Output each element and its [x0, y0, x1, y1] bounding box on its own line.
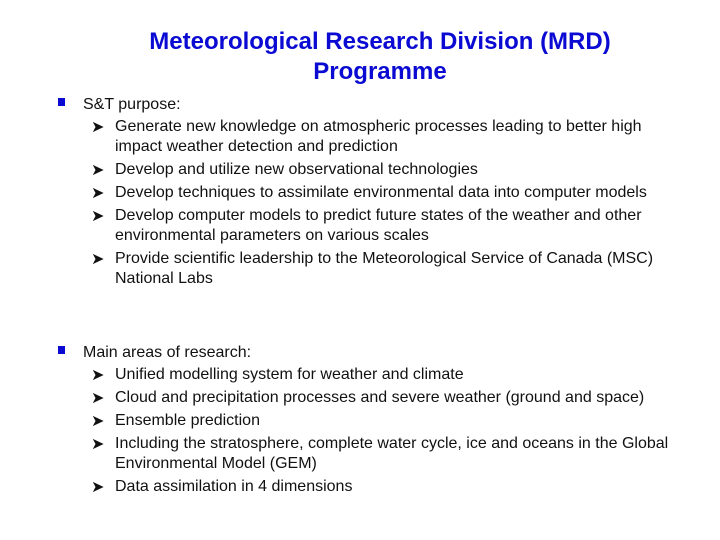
arrow-bullet-icon: ➤	[91, 365, 105, 384]
list-item	[0, 388, 720, 408]
arrow-bullet-icon: ➤	[91, 388, 105, 407]
list-item	[0, 206, 720, 246]
list-item	[0, 160, 720, 180]
slide-title	[80, 27, 680, 87]
arrow-bullet-icon: ➤	[91, 206, 105, 225]
square-bullet-icon	[58, 346, 65, 354]
list-item-text: Ensemble prediction	[115, 412, 260, 429]
list-item-text: Develop computer models to predict future states of the weather and other environmental parameters on various scales	[115, 207, 642, 244]
section-heading: Main areas of research:	[83, 344, 252, 361]
arrow-bullet-icon: ➤	[91, 117, 105, 136]
list-item	[0, 183, 720, 203]
arrow-bullet-icon: ➤	[91, 477, 105, 496]
arrow-bullet-icon: ➤	[91, 411, 105, 430]
list-item-text: Generate new knowledge on atmospheric processes leading to better high impact weather detection and prediction	[115, 118, 642, 155]
list-item-text: Cloud and precipitation processes and severe weather (ground and space)	[115, 389, 645, 406]
list-item	[0, 249, 720, 289]
list-item	[0, 477, 720, 497]
list-item	[0, 411, 720, 431]
arrow-bullet-icon: ➤	[91, 183, 105, 202]
list-item	[0, 365, 720, 385]
sub-bullet-list	[0, 117, 720, 289]
list-item-text: Provide scientific leadership to the Meteorological Service of Canada (MSC) National Labs	[115, 250, 654, 287]
section-st-purpose	[0, 95, 720, 292]
list-item	[0, 117, 720, 157]
list-item-text: Including the stratosphere, complete water cycle, ice and oceans in the Global Environmental Model (GEM)	[115, 435, 669, 472]
square-bullet-icon	[58, 98, 65, 106]
section-main-areas	[0, 343, 720, 500]
sub-bullet-list	[0, 365, 720, 497]
section-heading-row	[0, 343, 720, 365]
slide-title-line-1: Meteorological Research Division (MRD)	[149, 28, 611, 55]
list-item-text: Develop and utilize new observational technologies	[115, 161, 478, 178]
section-heading-row	[0, 95, 720, 117]
slide-title-line-2: Programme	[313, 58, 447, 85]
list-item-text: Develop techniques to assimilate environmental data into computer models	[115, 184, 647, 201]
list-item	[0, 434, 720, 474]
arrow-bullet-icon: ➤	[91, 160, 105, 179]
arrow-bullet-icon: ➤	[91, 249, 105, 268]
list-item-text: Data assimilation in 4 dimensions	[115, 478, 353, 495]
section-heading: S&T purpose:	[83, 96, 181, 113]
arrow-bullet-icon: ➤	[91, 434, 105, 453]
list-item-text: Unified modelling system for weather and climate	[115, 366, 464, 383]
